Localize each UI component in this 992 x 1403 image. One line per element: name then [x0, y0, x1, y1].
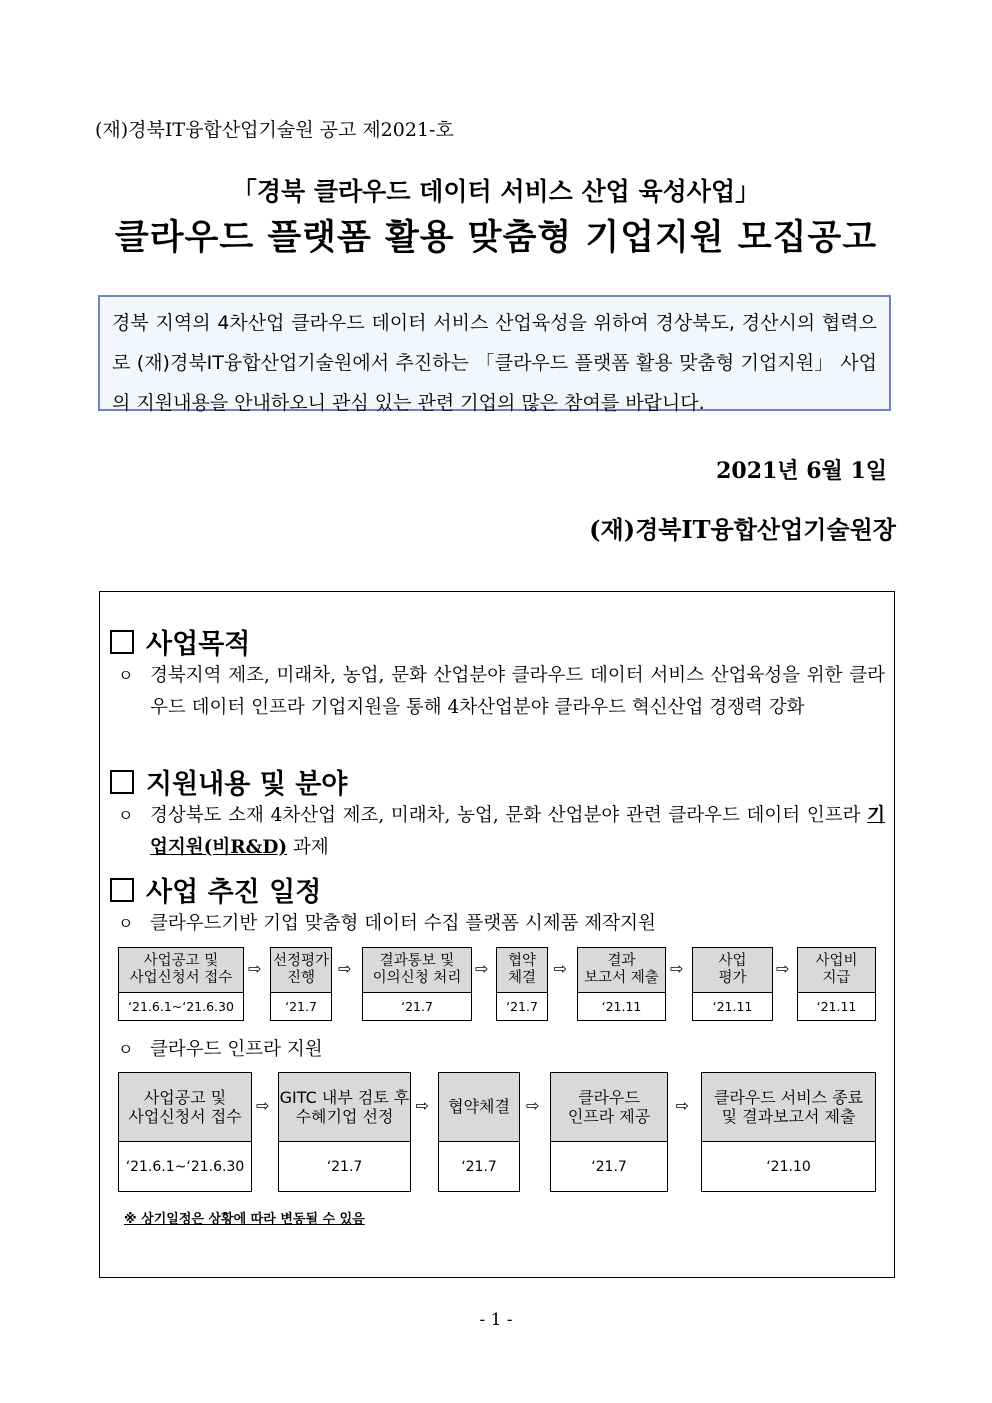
notice-number: (재)경북IT융합산업기술원 공고 제2021-호	[95, 119, 454, 141]
flow-step-box: 사업공고 및 사업신청서 접수	[118, 1072, 252, 1142]
flow-step-box: 클라우드 인프라 제공	[550, 1072, 668, 1142]
section-heading-support: 지원내용 및 분야	[110, 762, 347, 801]
bullet-icon: ㅇ	[118, 666, 134, 685]
flow-arrow-icon: ⇨	[675, 1096, 689, 1115]
flow-step-date: ‘21.7	[496, 993, 548, 1021]
flow-step-date: ‘21.11	[577, 993, 666, 1021]
flow-step-box: 사업비 지급	[797, 947, 876, 993]
flow-step-date: ‘21.7	[438, 1142, 520, 1192]
bullet-icon: ㅇ	[118, 1040, 134, 1059]
title-subtitle: 「경북 클라우드 데이터 서비스 산업 육성사업」	[231, 177, 761, 206]
checkbox-square-icon	[110, 770, 134, 794]
flow-step-date: ‘21.11	[692, 993, 773, 1021]
checkbox-square-icon	[110, 878, 134, 902]
flow-arrow-icon: ⇨	[776, 959, 790, 978]
flow2-title: ㅇ 클라우드 인프라 지원	[118, 1034, 885, 1066]
flow-step-box: 협약 체결	[496, 947, 548, 993]
flow-arrow-icon: ⇨	[338, 959, 352, 978]
intro-box: 경북 지역의 4차산업 클라우드 데이터 서비스 산업육성을 위하여 경상북도, 경산시의 협력으로 (재)경북IT융합산업기술원에서 추진하는 「클라우드 플랫폼 활용 맞춤형 기업지원」 사업의 지원내용을 안내하오니 관심 있는 관련 기업의 많은 참여를 바랍니다.	[98, 295, 891, 411]
flow-step-box: 사업 평가	[692, 947, 773, 993]
flow1-title: ㅇ 클라우드기반 기업 맞춤형 데이터 수집 플랫폼 시제품 제작지원	[118, 908, 885, 940]
flow-step-date: ‘21.7	[362, 993, 472, 1021]
flow-arrow-icon: ⇨	[248, 959, 262, 978]
flow-step-date: ‘21.6.1~‘21.6.30	[118, 993, 244, 1021]
flow-step-date: ‘21.7	[278, 1142, 411, 1192]
purpose-bullet: ㅇ 경북지역 제조, 미래차, 농업, 문화 산업분야 클라우드 데이터 서비스 산업육성을 위한 클라우드 데이터 인프라 기업지원을 통해 4차산업분야 클라우드 혁신산업 경쟁력 강화	[118, 660, 885, 724]
notice-date: 2021년 6월 1일	[716, 458, 887, 484]
flow-step-box: 결과 보고서 제출	[577, 947, 666, 993]
flow-arrow-icon: ⇨	[670, 959, 684, 978]
bullet-icon: ㅇ	[118, 914, 134, 933]
section-heading-schedule: 사업 추진 일정	[110, 870, 321, 909]
signer: (재)경북IT융합산업기술원장	[589, 515, 896, 544]
section-heading-purpose: 사업목적	[110, 622, 250, 661]
flow-arrow-icon: ⇨	[553, 959, 567, 978]
flow-step-box: 선정평가 진행	[270, 947, 332, 993]
flow-step-box: 결과통보 및 이의신청 처리	[362, 947, 472, 993]
flow-step-box: 클라우드 서비스 종료 및 결과보고서 제출	[701, 1072, 876, 1142]
flow-arrow-icon: ⇨	[415, 1096, 429, 1115]
flow-step-date: ‘21.7	[270, 993, 332, 1021]
flow-step-date: ‘21.10	[701, 1142, 876, 1192]
flow-step-box: 협약체결	[438, 1072, 520, 1142]
page-number: - 1 -	[479, 1310, 513, 1330]
page-title: 클라우드 플랫폼 활용 맞춤형 기업지원 모집공고	[114, 217, 878, 258]
flow-step-date: ‘21.7	[550, 1142, 668, 1192]
flow-step-box: GITC 내부 검토 후 수혜기업 선정	[278, 1072, 411, 1142]
flow-arrow-icon: ⇨	[475, 959, 489, 978]
schedule-note: ※ 상기일정은 상황에 따라 변동될 수 있음	[124, 1212, 365, 1227]
flow-arrow-icon: ⇨	[256, 1096, 270, 1115]
checkbox-square-icon	[110, 630, 134, 654]
flow-step-date: ‘21.6.1~‘21.6.30	[118, 1142, 252, 1192]
flow-step-date: ‘21.11	[797, 993, 876, 1021]
flow-arrow-icon: ⇨	[526, 1096, 540, 1115]
support-emphasis: 기업지원(비R&D)	[150, 805, 885, 858]
bullet-icon: ㅇ	[118, 806, 134, 825]
flow-step-box: 사업공고 및 사업신청서 접수	[118, 947, 244, 993]
support-bullet: ㅇ 경상북도 소재 4차산업 제조, 미래차, 농업, 문화 산업분야 관련 클라우드 데이터 인프라 기업지원(비R&D) 과제	[118, 800, 885, 864]
